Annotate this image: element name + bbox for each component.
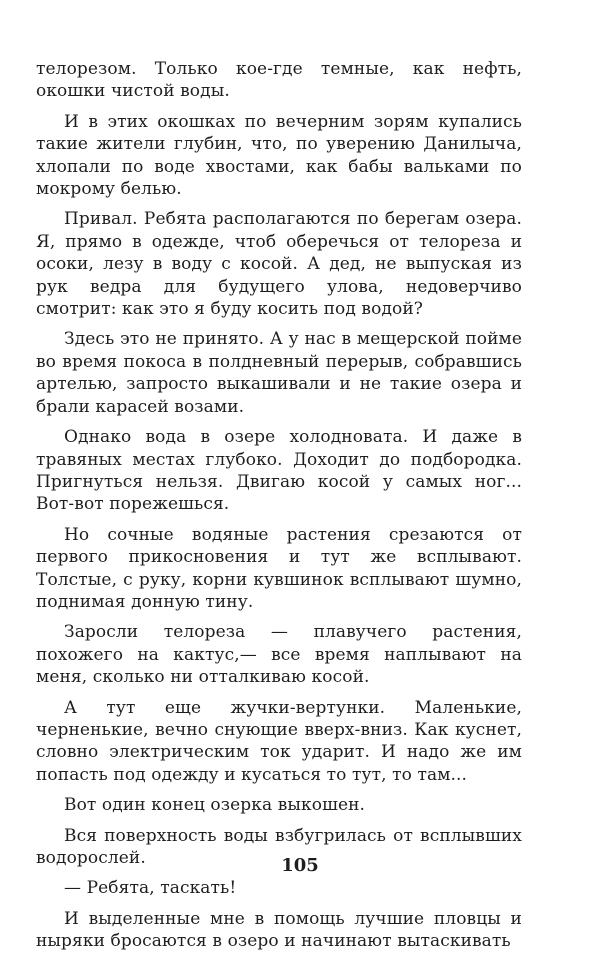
paragraph-11: — Ребята, таскать! xyxy=(64,878,237,899)
paragraph-4: Здесь это не принято. А у нас в мещерской пойме во время покоса в полдневный перерыв, собравшись артелью, запросто выкашивали и не такие озера и брали карасей возами. xyxy=(36,329,522,417)
paragraph-2: И в этих окошках по вечерним зорям купались такие жители глубин, что, по уверению Данилыча, хлопали по воде хвостами, как бабы вальками по мокрому белью. xyxy=(36,111,522,200)
paragraph-1: телорезом. Только кое-где темные, как нефть, окошки чистой воды. xyxy=(36,59,522,102)
page-number: 105 xyxy=(281,855,319,876)
paragraph-3: Привал. Ребята располагаются по берегам озера. Я, прямо в одежде, чтоб оберечься от телореза и осоки, лезу в воду с косой. А дед, не выпуская из рук ведра для будущего улова, недоверчиво смотрит: как это я буду косить под водой? xyxy=(36,209,522,320)
paragraph-7: Заросли телореза — плавучего растения, похожего на кактус,— все время наплывают на меня, сколько ни отталкиваю косой. xyxy=(36,622,522,688)
paragraph-12: И выделенные мне в помощь лучшие пловцы и ныряки бросаются в озеро и начинают вытаскивать xyxy=(36,908,522,952)
paragraph-10: Вся поверхность воды взбугрилась от всплывших водорослей. xyxy=(36,825,522,868)
page-body xyxy=(36,58,522,961)
paragraph-6: Но сочные водяные растения срезаются от первого прикосновения и тут же всплывают. Толстые, с руку, корни кувшинок всплывают шумно, поднимая донную тину. xyxy=(36,524,522,612)
paragraph-9: Вот один конец озерка выкошен. xyxy=(64,795,366,816)
paragraph-8: А тут еще жучки-вертунки. Маленькие, черненькие, вечно снующие вверх-вниз. Как куснет, словно электрическим ток ударит. И надо же им попасть под одежду и кусаться то тут, то там... xyxy=(36,697,522,785)
paragraph-5: Однако вода в озере холодновата. И даже в травяных местах глубоко. Доходит до подбородка. Пригнуться нельзя. Двигаю косой у самых ног... Вот-вот порежешься. xyxy=(36,427,522,515)
